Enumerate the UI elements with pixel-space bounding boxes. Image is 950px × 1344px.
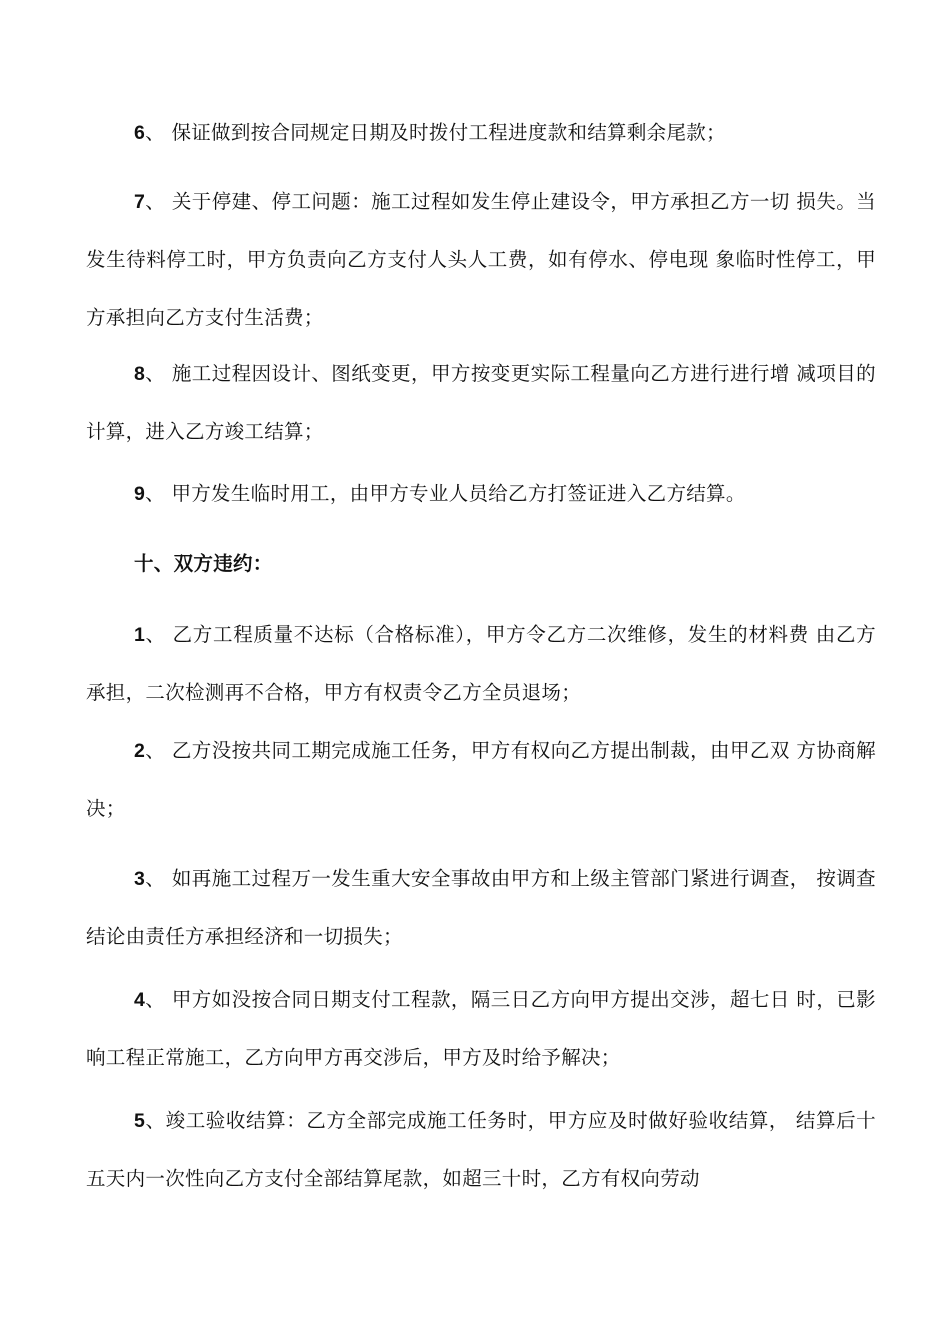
clause-text: 、 乙方工程质量不达标（合格标准），甲方令乙方二次维修，发生的材料费 由乙方承担，二次检测再不合格，甲方有权责令乙方全员退场； [86,623,876,704]
clause-text: 、 甲方如没按合同日期支付工程款，隔三日乙方向甲方提出交涉，超七日 时，已影响工程正常施工，乙方向甲方再交涉后，甲方及时给予解决； [86,988,876,1069]
clause-6 [86,104,876,162]
section-heading-text: 十、双方违约： [134,552,273,575]
clause-number: 3 [134,868,146,890]
clause-number: 2 [134,740,146,762]
clause-text: 、 乙方没按共同工期完成施工任务，甲方有权向乙方提出制裁，由甲乙双 方协商解决； [86,739,876,820]
clause-9 [86,465,876,523]
clause-number: 4 [134,989,146,1011]
clause-number: 9 [134,483,146,505]
clause-number: 5 [134,1110,146,1132]
clause-text: 、 如再施工过程万一发生重大安全事故由甲方和上级主管部门紧进行调查， 按调查结论由责任方承担经济和一切损失； [86,867,876,948]
breach-clause-1 [86,606,876,722]
clause-text: 、 甲方发生临时用工，由甲方专业人员给乙方打签证进入乙方结算。 [145,482,746,505]
clause-text: 、竣工验收结算：乙方全部完成施工任务时，甲方应及时做好验收结算， 结算后十五天内一次性向乙方支付全部结算尾款，如超三十时，乙方有权向劳动 [86,1109,876,1190]
clause-8 [86,345,876,461]
breach-clause-3 [86,850,876,966]
clause-number: 1 [134,624,146,646]
clause-text: 、 保证做到按合同规定日期及时拨付工程进度款和结算剩余尾款； [145,121,726,144]
clause-number: 7 [134,191,146,213]
breach-clause-2 [86,722,876,838]
clause-text: 、 施工过程因设计、图纸变更，甲方按变更实际工程量向乙方进行进行增 减项目的计算，进入乙方竣工结算； [86,362,876,443]
clause-number: 8 [134,363,146,385]
clause-text: 、 关于停建、停工问题：施工过程如发生停止建设令，甲方承担乙方一切 损失。当发生待料停工时，甲方负责向乙方支付人头人工费，如有停水、停电现 象临时性停工，甲方承担向乙方支付生活费； [86,190,876,329]
breach-clause-5 [86,1092,876,1208]
breach-clause-4 [86,971,876,1087]
clause-number: 6 [134,122,146,144]
section-heading-breach [86,535,876,593]
clause-7 [86,173,876,347]
